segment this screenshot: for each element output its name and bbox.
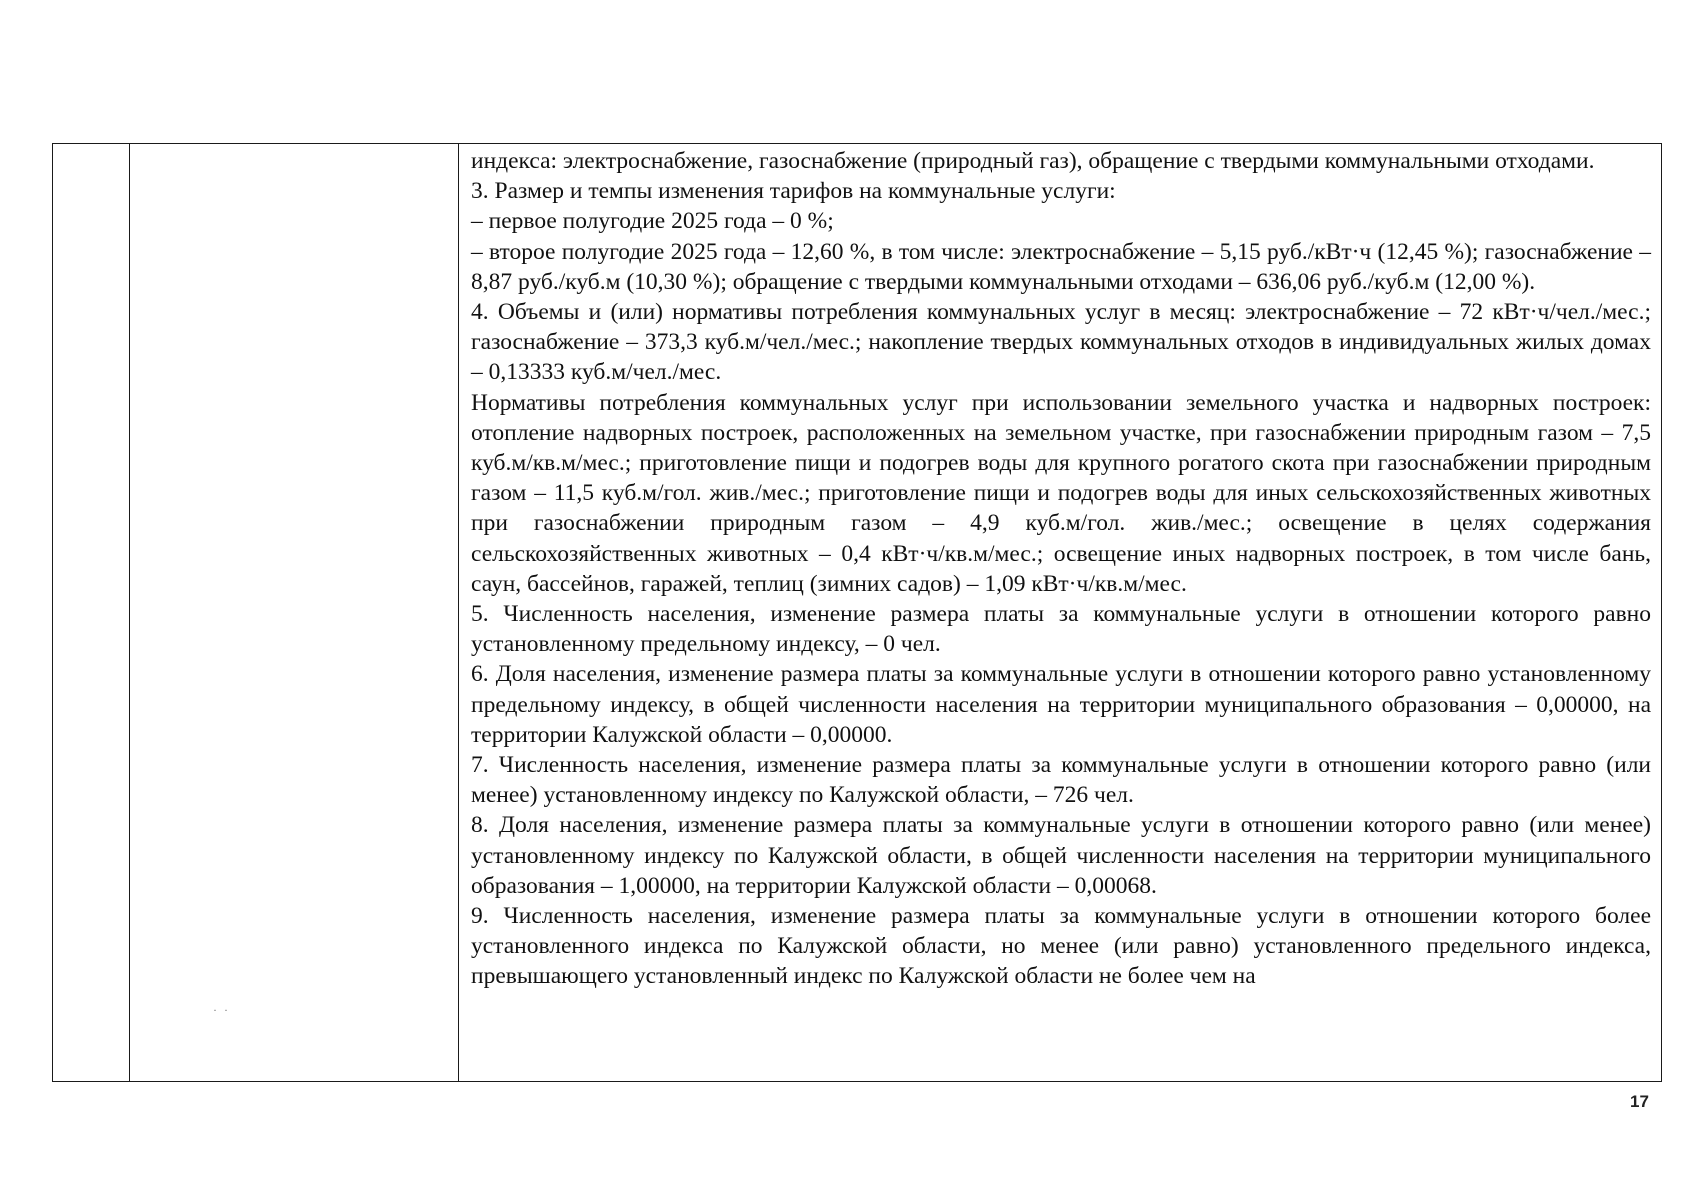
paragraph: – второе полугодие 2025 года – 12,60 %, в том числе: электроснабжение – 5,15 руб./кВт·ч (12,45 %); газоснабжение – 8,87 руб./куб.м (10,30 %); обращение с твердыми коммунальными отходами – 636,06 руб./куб.м (12,00 %).	[471, 238, 1651, 295]
column-divider	[458, 144, 459, 1081]
scan-artifact: · ·	[213, 1003, 230, 1017]
paragraph: 4. Объемы и (или) нормативы потребления коммунальных услуг в месяц: электроснабжение – 72 кВт·ч/чел./мес.; газоснабжение – 373,3 куб.м/чел./мес.; накопление твердых коммунальных отходов в индивидуальных жилых домах – 0,13333 куб.м/чел./мес.	[471, 299, 1651, 386]
paragraph: – первое полугодие 2025 года – 0 %;	[471, 208, 834, 235]
page-number: 17	[1630, 1092, 1649, 1111]
table-text-cell	[471, 146, 1651, 992]
paragraph: 5. Численность населения, изменение размера платы за коммунальные услуги в отношении которого равно установленному предельному индексу, – 0 чел.	[471, 601, 1651, 658]
paragraph: 7. Численность населения, изменение размера платы за коммунальные услуги в отношении которого равно (или менее) установленному индексу по Калужской области, – 726 чел.	[471, 752, 1651, 809]
paragraph: 6. Доля населения, изменение размера платы за коммунальные услуги в отношении которого равно установленному предельному индексу, в общей численности населения на территории муниципального образования – 0,00000, на территории Калужской области – 0,00000.	[471, 661, 1651, 748]
paragraph: 9. Численность населения, изменение размера платы за коммунальные услуги в отношении которого более установленного индекса по Калужской области, но менее (или равно) установленного предельного индекса, превышающего установленный индекс по Калужской области не более чем на	[471, 903, 1651, 990]
paragraph: индекса: электроснабжение, газоснабжение (природный газ), обращение с твердыми коммунальными отходами.	[471, 148, 1595, 174]
paragraph: Нормативы потребления коммунальных услуг при использовании земельного участка и надворных построек: отопление надворных построек, расположенных на земельном участке, при газоснабжении природным газом – 7,5 куб.м/кв.м/мес.; приготовление пищи и подогрев воды для крупного рогатого скота при газоснабжении природным газом – 11,5 куб.м/гол. жив./мес.; приготовление пищи и подогрев воды для иных сельскохозяйственных животных при газоснабжении природным газом – 4,9 куб.м/гол. жив./мес.; освещение в целях содержания сельскохозяйственных животных – 0,4 кВт·ч/кв.м/мес.; освещение иных надворных построек, в том числе бань, саун, бассейнов, гаражей, теплиц (зимних садов) – 1,09 кВт·ч/кв.м/мес.	[471, 389, 1651, 597]
column-divider	[129, 144, 130, 1081]
document-table	[52, 143, 1662, 1082]
paragraph: 3. Размер и темпы изменения тарифов на коммунальные услуги:	[471, 178, 1116, 205]
paragraph: 8. Доля населения, изменение размера платы за коммунальные услуги в отношении которого равно (или менее) установленному индексу по Калужской области, в общей численности населения на территории муниципального образования – 1,00000, на территории Калужской области – 0,00068.	[471, 812, 1651, 899]
